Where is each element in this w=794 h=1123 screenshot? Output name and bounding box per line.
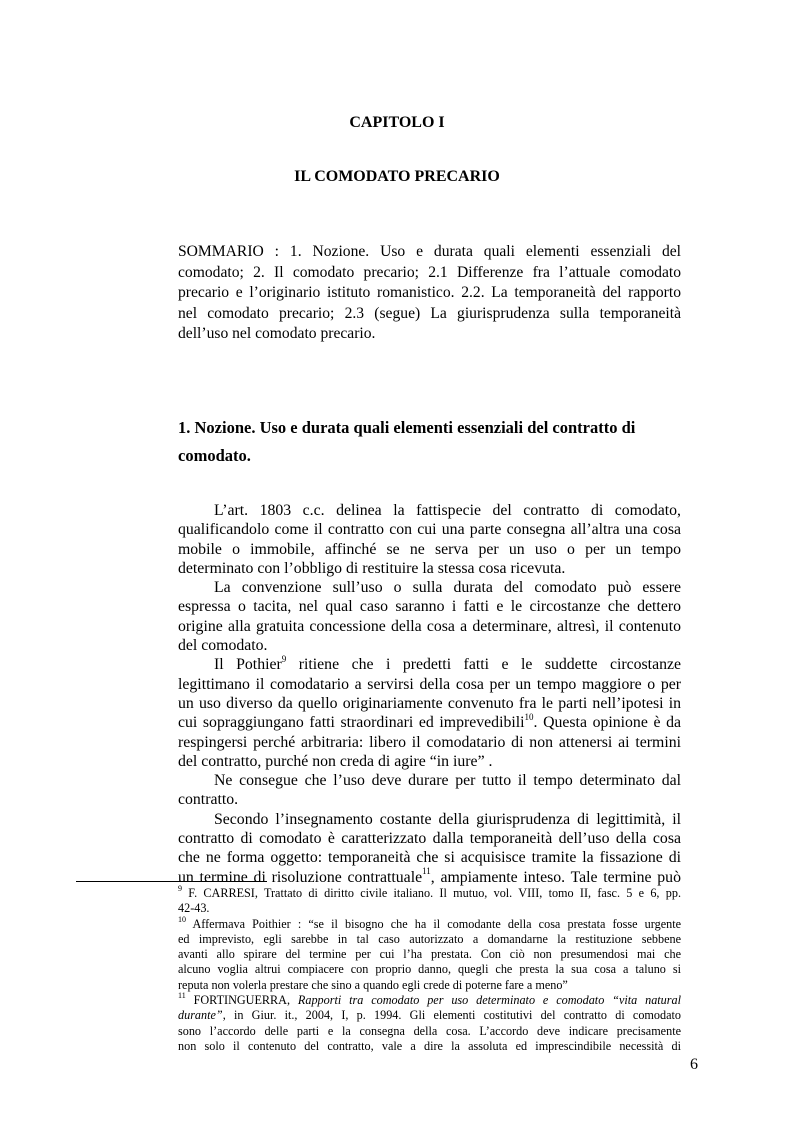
summary-line: comodato; 2. Il comodato precario; 2.1 Differenze fra l’attuale comodato	[178, 263, 681, 281]
paragraph-line: Secondo l’insegnamento costante della giurisprudenza di legittimità, il	[214, 810, 681, 828]
paragraph-line: Ne consegue che l’uso deve durare per tutto il tempo determinato dal	[214, 772, 681, 790]
paragraph-line: qualificandolo come il contratto con cui una parte consegna all’altra una cosa	[178, 521, 681, 539]
paragraph-line	[178, 868, 681, 887]
summary-line: precario e l’originario istituto romanistico. 2.2. La temporaneità del rapporto	[178, 284, 681, 302]
paragraph-line	[178, 655, 681, 674]
footnote-number: 11	[178, 991, 186, 1001]
paragraph-line: respingersi perché arbitraria: libero il comodatario di non attenersi ai termini	[178, 733, 681, 751]
chapter-title: IL COMODATO PRECARIO	[294, 168, 500, 185]
text-run: ritiene che i predetti fatti e le suddette circostanze	[286, 656, 682, 674]
paragraph-line: un uso diverso da quello originariamente convenuto fra le parti nell’ipotesi in	[178, 694, 681, 712]
text-run: Il Pothier	[214, 656, 282, 674]
text-run: Affermava Poithier : “se il bisogno che ha il comodante della cosa prestata fosse urgente	[186, 916, 681, 931]
footnote-line: 42-43.	[178, 901, 210, 916]
footnote-line: alcuno voglia altrui compiacere con proprio danno, quegli che presta la sua cosa a taluno si	[178, 962, 681, 977]
footnote-line: ed imprevisto, egli sarebbe in tal caso autorizzato a domandarne la restituzione sebbene	[178, 931, 681, 946]
paragraph-line: determinato con l’obbligo di restituire la stessa cosa ricevuta.	[178, 559, 566, 577]
footnote-line	[178, 914, 681, 932]
footnotes	[178, 883, 682, 1054]
paragraph-line: origine alla gratuita concessione della cosa a determinare, altresì, il contenuto	[178, 617, 681, 635]
section-title-line: 1. Nozione. Uso e durata quali elementi essenziali del contratto di	[178, 418, 636, 437]
chapter-label: CAPITOLO I	[349, 114, 445, 131]
footnote-ref[interactable]: 11	[422, 866, 431, 877]
summary	[178, 242, 681, 345]
footnote-line	[178, 1008, 681, 1023]
footnote-number: 9	[178, 883, 182, 893]
paragraph-line: che ne forma oggetto: temporaneità che si acquisisce tramite la fissazione di	[178, 849, 681, 867]
section-title-line: comodato.	[178, 446, 251, 465]
text-run: . Questa opinione è da	[533, 714, 681, 732]
body-text	[178, 501, 681, 887]
text-run: , in Giur. it., 2004, I, p. 1994. Gli elementi costitutivi del contratto di comodato	[222, 1008, 681, 1023]
footnote-line: avanti allo spirare del termine per cui l’ha prestata. Con ciò non presumendosi mai che	[178, 947, 681, 962]
footnote-ref[interactable]: 9	[281, 654, 287, 665]
text-run: F. CARRESI, Trattato di diritto civile italiano. Il mutuo, vol. VIII, tomo II, fasc. 5 e 6, pp.	[182, 886, 681, 900]
footnote-divider	[76, 881, 267, 882]
paragraph-line: L’art. 1803 c.c. delinea la fattispecie del contratto di comodato,	[214, 502, 681, 519]
summary-line: SOMMARIO : 1. Nozione. Uso e durata quali elementi essenziali del	[178, 243, 681, 260]
footnote-line: non solo il contenuto del contratto, vale a dire la assoluta ed imprescindibile necessità di	[178, 1038, 681, 1053]
paragraph-line: espressa o tacita, nel qual caso saranno i fatti e le circostanze che dettero	[178, 598, 681, 616]
paragraph-line: La convenzione sull’uso o sulla durata del comodato può essere	[214, 579, 681, 597]
text-run: FORTINGUERRA,	[185, 993, 298, 1008]
text-run: un termine di risoluzione contrattuale	[178, 868, 423, 886]
text-run: , ampiamente inteso. Tale termine può	[430, 868, 681, 886]
footnote-line: reputa non volerla prestare che sino a quando egli crede di poterne fare a meno”	[178, 977, 568, 992]
paragraph-line: legittimano il comodatario a servirsi della cosa per un tempo maggiore o per	[178, 675, 681, 693]
paragraph-line: del contratto, purché non creda di agire “in iure” .	[178, 752, 493, 770]
footnote-number: 10	[178, 914, 186, 924]
paragraph-line: del comodato.	[178, 637, 268, 655]
paragraph-line: contratto.	[178, 791, 239, 809]
text-run-italic: durante”	[178, 1008, 223, 1023]
footnote-line	[178, 993, 681, 1008]
footnote-line	[178, 883, 681, 901]
paragraph-line	[178, 713, 681, 732]
paragraph-line: mobile o immobile, affinché se ne serva per un uso o per un tempo	[178, 540, 681, 558]
footnote-ref[interactable]: 10	[524, 712, 534, 722]
paragraph-line: contratto di comodato è caratterizzato dalla temporaneità dell’uso della cosa	[178, 830, 681, 848]
footnote-line: sono l’accordo delle parti e la consegna della cosa. L’accordo deve indicare precisamente	[178, 1023, 681, 1038]
text-run: cui sopraggiungano fatti straordinari ed imprevedibili	[178, 714, 525, 732]
page-number: 6	[690, 1056, 698, 1073]
text-run-italic: Rapporti tra comodato per uso determinato e comodato “vita natural	[297, 993, 682, 1008]
summary-line: nel comodato precario; 2.3 (segue) La giurisprudenza sulla temporaneità	[178, 304, 681, 322]
summary-line: dell’uso nel comodato precario.	[178, 325, 376, 343]
section-title	[178, 414, 681, 470]
